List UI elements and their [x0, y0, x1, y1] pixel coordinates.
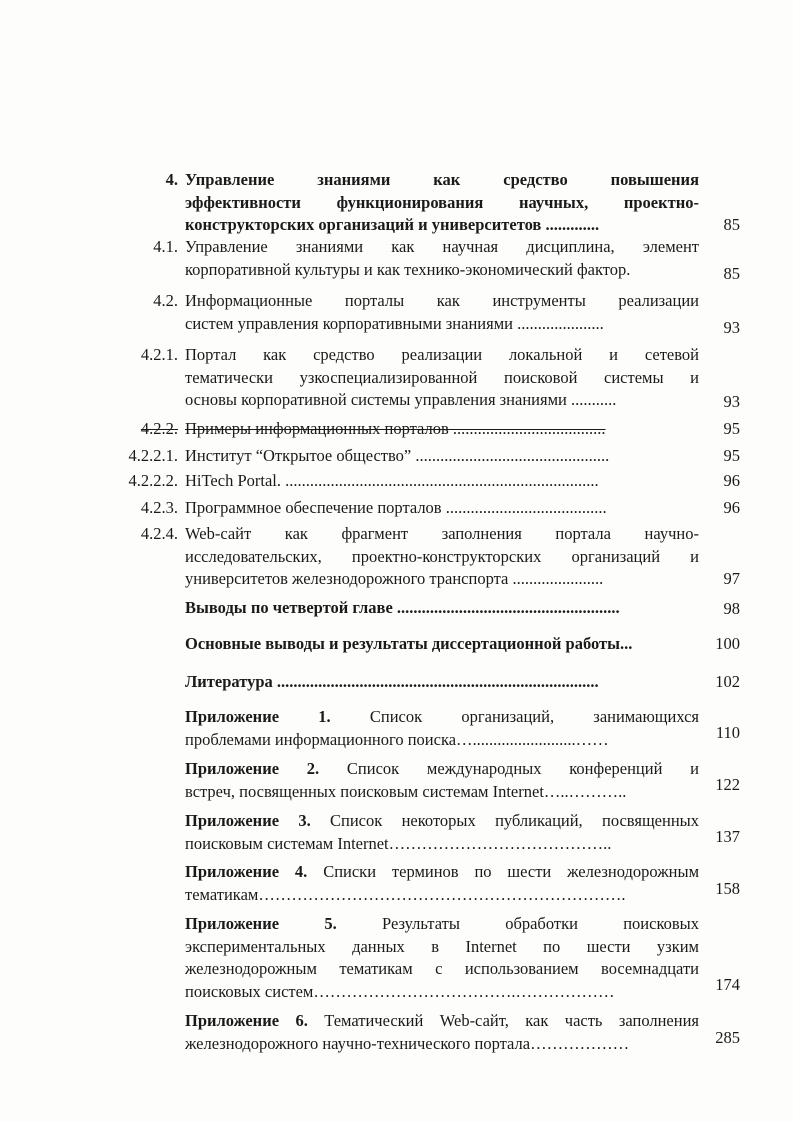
title-line: Литература ..............................................................................	[185, 672, 599, 691]
title-line: конструкторских организаций и университетов .............	[185, 215, 600, 234]
title-line: Выводы по четвертой главе ......................................................	[185, 598, 620, 617]
entry-page: 110	[715, 723, 740, 742]
entry-number: 4.	[165, 170, 178, 189]
title-line	[185, 861, 699, 884]
entry-number: 4.2.2.1.	[128, 446, 178, 465]
title-line-text: Тематический Web-сайт, как часть заполнения	[324, 1011, 700, 1030]
title-line: эффективности функционирования научных, проектно-	[185, 192, 699, 212]
title-line: тематически узкоспециализированной поисковой системы и	[185, 367, 699, 387]
entry-page: 122	[715, 775, 740, 794]
title-line: основы корпоративной системы управления знаниями ...........	[185, 390, 617, 409]
entry-page: 137	[715, 827, 740, 846]
title-line: тематикам………………………………………………………….	[185, 884, 626, 904]
entry-page: 97	[723, 569, 740, 588]
title-line: экспериментальных данных в Internet по шести узким	[185, 936, 699, 956]
entry-title	[185, 290, 699, 335]
title-line: исследовательских, проектно-конструкторских организаций и	[185, 546, 699, 566]
title-line: Примеры информационных порталов .....................................	[185, 419, 606, 438]
entry-title	[185, 597, 699, 620]
entry-number: 4.2.1.	[140, 345, 178, 364]
entry-page: 285	[715, 1028, 740, 1047]
title-line: встреч, посвященных поисковым системам Internet…..………..	[185, 781, 627, 801]
entry-title	[185, 497, 699, 520]
title-line: Основные выводы и результаты диссертационной работы...	[185, 634, 633, 653]
title-line	[185, 758, 699, 781]
entry-title	[185, 470, 699, 493]
title-line: Портал как средство реализации локальной и сетевой	[185, 345, 699, 364]
appendix-label: Приложение 6.	[185, 1011, 308, 1030]
title-line-text: Список международных конференций и	[346, 759, 699, 778]
title-line: Управление знаниями как научная дисциплина, элемент	[185, 237, 699, 256]
title-line: университетов железнодорожного транспорта ......................	[185, 569, 604, 588]
title-line-text: Списки терминов по шести железнодорожным	[323, 862, 700, 881]
entry-number: 4.2.3.	[140, 498, 178, 517]
title-line: систем управления корпоративными знаниями .....................	[185, 313, 604, 333]
entry-title	[185, 810, 699, 855]
entry-title	[185, 706, 699, 751]
entry-page: 93	[723, 392, 740, 411]
entry-number: 4.2.2.2.	[128, 471, 178, 490]
entry-title	[185, 418, 699, 441]
title-line: Информационные порталы как инструменты реализации	[185, 291, 699, 310]
title-line	[185, 810, 699, 833]
entry-page: 102	[715, 672, 740, 691]
entry-title	[185, 758, 699, 803]
title-line: Web-сайт как фрагмент заполнения портала научно-	[185, 524, 699, 543]
entry-page: 98	[723, 599, 740, 618]
entry-page: 96	[723, 471, 740, 490]
entry-page: 100	[715, 634, 740, 653]
title-line-text: Список организаций, занимающихся	[369, 707, 700, 726]
title-line: поисковых систем……………………………….………………	[185, 981, 615, 1001]
title-line: железнодорожным тематикам с использованием восемнадцати	[185, 959, 699, 978]
appendix-label: Приложение 3.	[185, 811, 311, 830]
title-line	[185, 913, 699, 936]
title-line: поисковым системам Internet…………………………………..	[185, 833, 612, 853]
entry-page: 158	[715, 879, 740, 898]
entry-title	[185, 1010, 699, 1055]
title-line: корпоративной культуры и как технико-экономический фактор.	[185, 259, 631, 279]
entry-title	[185, 344, 699, 412]
entry-title	[185, 861, 699, 906]
entry-title	[185, 445, 699, 468]
entry-title	[185, 913, 699, 1003]
appendix-label: Приложение 1.	[185, 707, 331, 726]
appendix-label: Приложение 4.	[185, 862, 308, 881]
appendix-label: Приложение 5.	[185, 914, 337, 933]
title-line-text: Результаты обработки поисковых	[382, 914, 699, 933]
entry-page: 95	[723, 446, 740, 465]
entry-title	[185, 671, 699, 694]
appendix-label: Приложение 2.	[185, 759, 320, 778]
entry-page: 174	[715, 975, 740, 994]
entry-page: 96	[723, 498, 740, 517]
entry-title	[185, 236, 699, 281]
title-line: HiTech Portal. ............................................................................	[185, 471, 599, 490]
entry-number: 4.1.	[153, 237, 178, 256]
entry-number: 4.2.4.	[140, 524, 178, 543]
entry-page: 95	[723, 419, 740, 438]
entry-number: 4.2.	[153, 291, 178, 310]
title-line: Управление знаниями как средство повышения	[185, 170, 699, 189]
title-line: проблемами информационного поиска….........................……	[185, 729, 609, 749]
title-line: Программное обеспечение порталов .......................................	[185, 498, 607, 517]
entry-page: 85	[723, 264, 740, 283]
entry-page: 85	[723, 215, 740, 234]
entry-title	[185, 633, 699, 656]
title-line: железнодорожного научно-технического портала………………	[185, 1033, 630, 1053]
title-line	[185, 1010, 699, 1033]
title-line	[185, 706, 699, 729]
title-line: Институт “Открытое общество” ...............................................	[185, 446, 610, 465]
entry-title	[185, 523, 699, 591]
entry-page: 93	[723, 318, 740, 337]
title-line-text: Список некоторых публикаций, посвященных	[330, 811, 699, 830]
entry-number: 4.2.2.	[140, 419, 178, 438]
entry-title	[185, 169, 699, 237]
